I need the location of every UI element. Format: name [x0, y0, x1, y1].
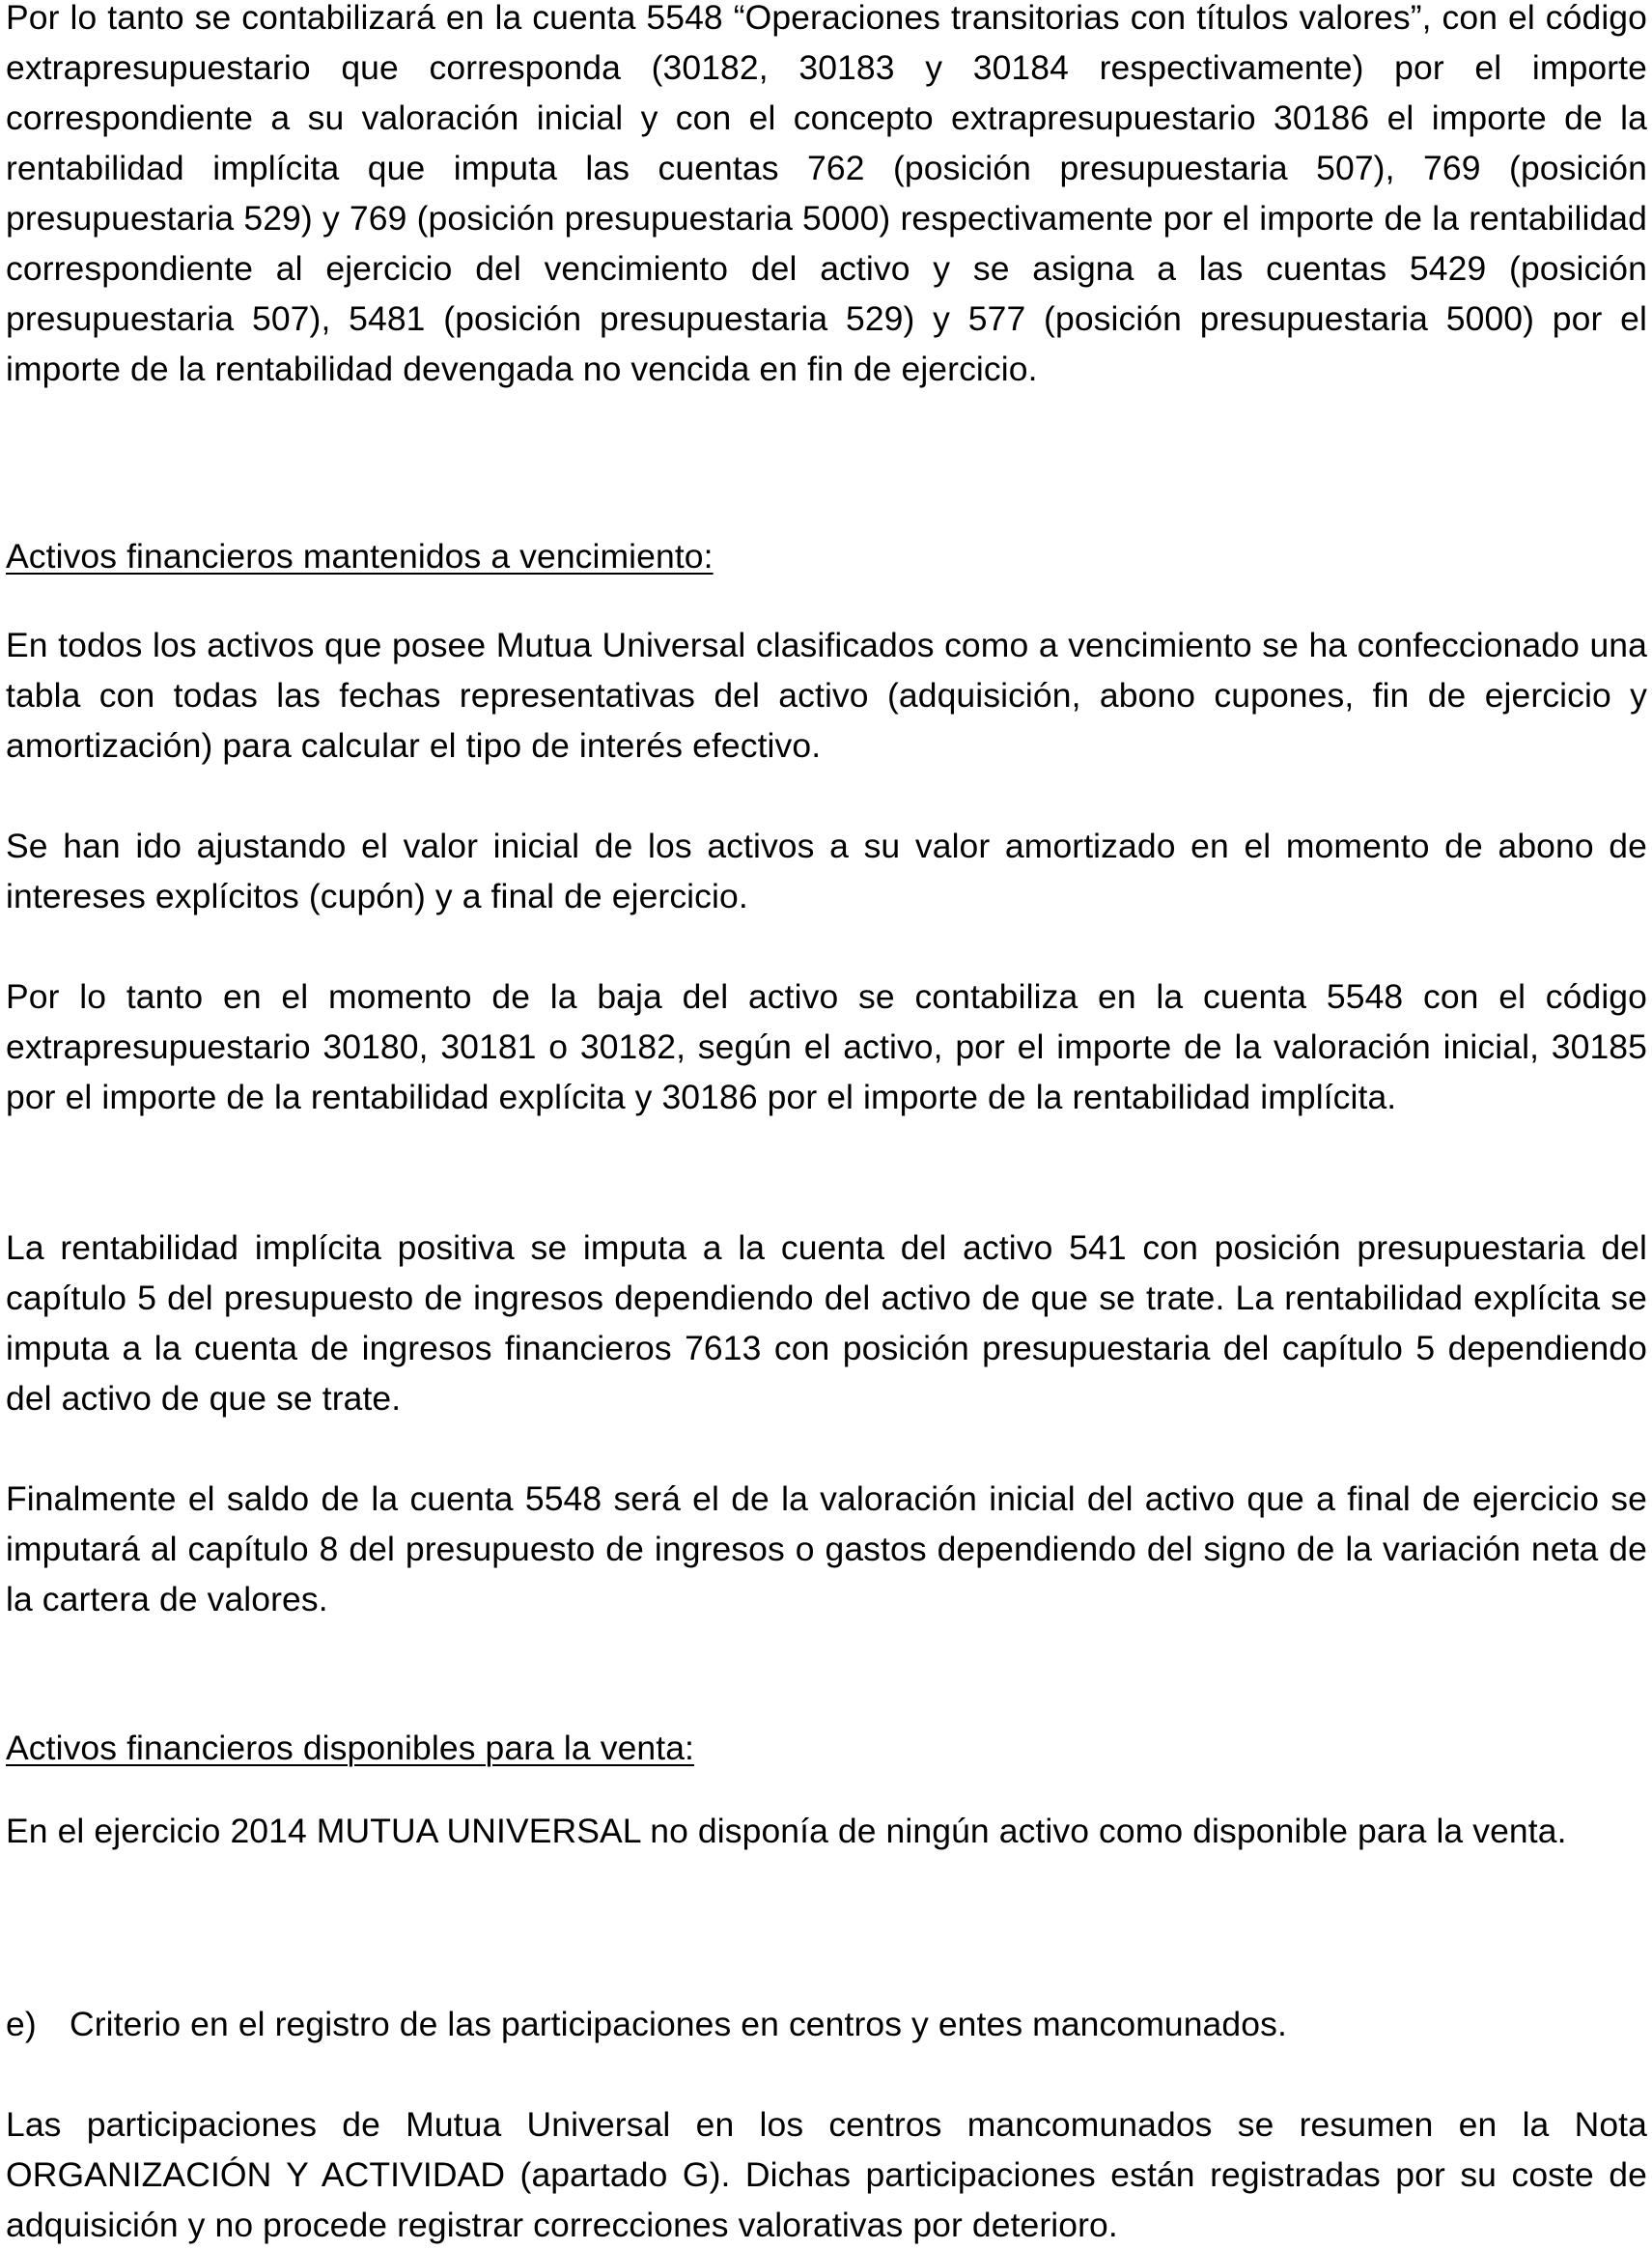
- paragraph-transitorias: Por lo tanto se contabilizará en la cuenta 5548 “Operaciones transitorias con títulos valores”, con el código extrapresupuestario que corresponda (30182, 30183 y 30184 respectivamente) por el importe correspondiente a su valoración inicial y con el concepto extrapresupuestario 30186 el importe de la rentabilidad implícita que imputa las cuentas 762 (posición presupuestaria 507), 769 (posición presupuestaria 529) y 769 (posición presupuestaria 5000) respectivamente por el importe de la rentabilidad correspondiente al ejercicio del vencimiento del activo y se asigna a las cuentas 5429 (posición presupuestaria 507), 5481 (posición presupuestaria 529) y 577 (posición presupuestaria 5000) por el importe de la rentabilidad devengada no vencida en fin de ejercicio.: [6, 0, 1647, 388]
- paragraph-valor-amortizado: Se han ido ajustando el valor inicial de los activos a su valor amortizado en el momento de abono de intereses explícitos (cupón) y a final de ejercicio.: [6, 827, 1647, 915]
- paragraph-tabla-fechas: En todos los activos que posee Mutua Universal clasificados como a vencimiento se ha confeccionado una tabla con todas las fechas representativas del activo (adquisición, abono cupones, fin de ejercicio y amortización) para calcular el tipo de interés efectivo.: [6, 626, 1647, 765]
- paragraph-participaciones: Las participaciones de Mutua Universal en los centros mancomunados se resumen en la Nota ORGANIZACIÓN Y ACTIVIDAD (apartado G). Dichas participaciones están registradas por su coste de adquisición y no procede registrar correcciones valorativas por deterioro.: [6, 2105, 1647, 2244]
- list-item-text: Criterio en el registro de las participaciones en centros y entes mancomunados.: [70, 2005, 1287, 2043]
- paragraph-ejercicio-2014: En el ejercicio 2014 MUTUA UNIVERSAL no disponía de ningún activo como disponible para la venta.: [6, 1812, 1567, 1850]
- list-item-e: [6, 1999, 1287, 2049]
- paragraph-saldo-cuenta: Finalmente el saldo de la cuenta 5548 será el de la valoración inicial del activo que a final de ejercicio se imputará al capítulo 8 del presupuesto de ingresos o gastos dependiendo del signo de la variación neta de la cartera de valores.: [6, 1479, 1647, 1618]
- paragraph-rentabilidad: La rentabilidad implícita positiva se imputa a la cuenta del activo 541 con posición presupuestaria del capítulo 5 del presupuesto de ingresos dependiendo del activo de que se trate. La rentabilidad explícita se imputa a la cuenta de ingresos financieros 7613 con posición presupuestaria del capítulo 5 dependiendo del activo de que se trate.: [6, 1228, 1647, 1418]
- list-marker: e): [6, 2005, 37, 2043]
- section-heading-venta: Activos financieros disponibles para la venta:: [6, 1729, 695, 1767]
- section-heading-vencimiento: Activos financieros mantenidos a vencimiento:: [6, 537, 714, 576]
- paragraph-baja-activo: Por lo tanto en el momento de la baja del activo se contabiliza en la cuenta 5548 con el código extrapresupuestario 30180, 30181 o 30182, según el activo, por el importe de la valoración inicial, 30185 por el importe de la rentabilidad explícita y 30186 por el importe de la rentabilidad implícita.: [6, 977, 1647, 1116]
